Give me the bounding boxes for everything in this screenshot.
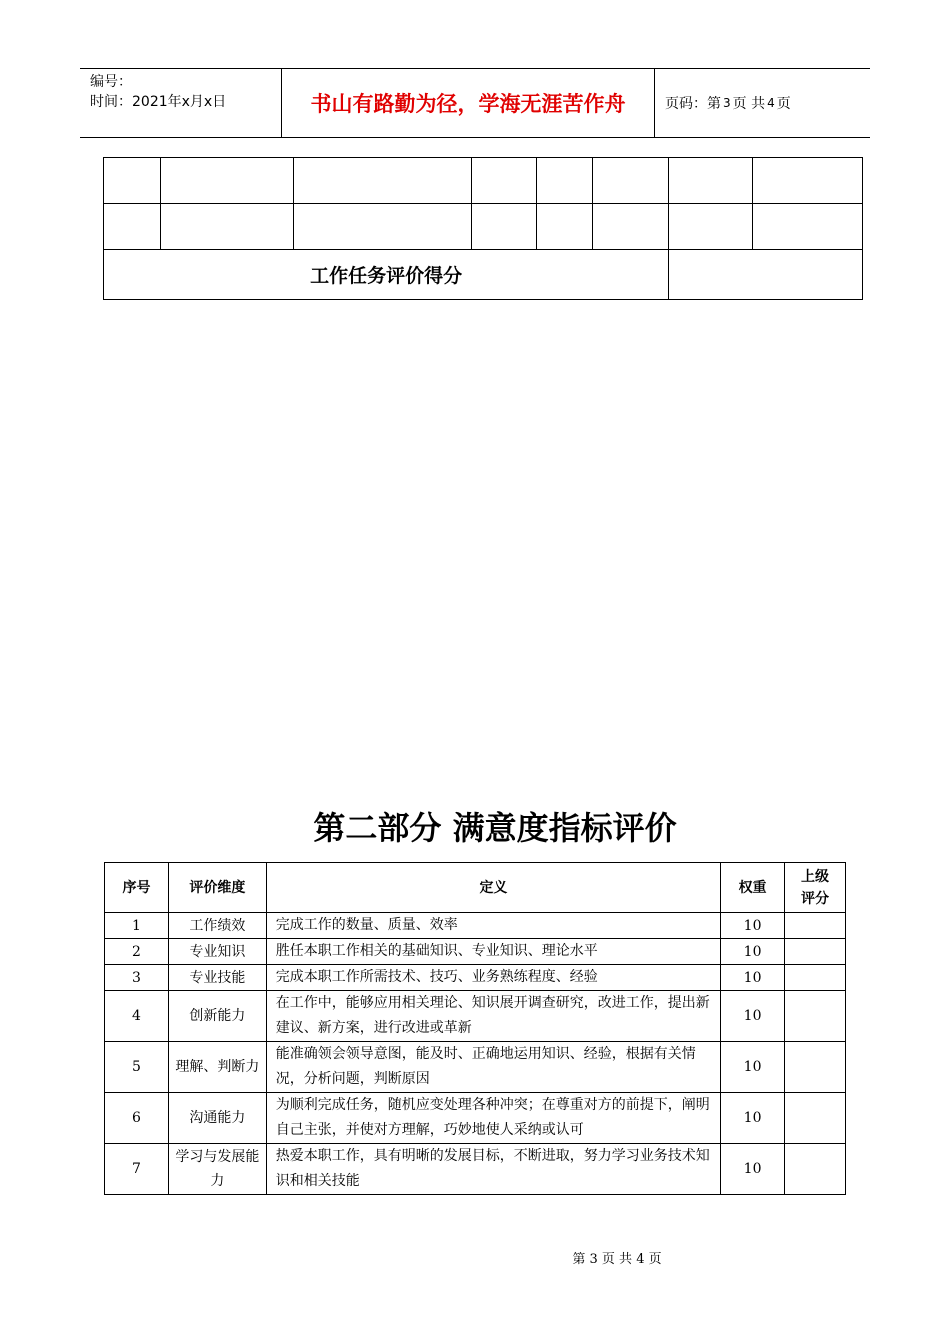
header-meta	[80, 69, 282, 137]
table-row	[105, 991, 846, 1042]
row-score-cell[interactable]	[785, 939, 846, 965]
row-weight: 10	[721, 1144, 785, 1195]
row-weight: 10	[721, 1093, 785, 1144]
page-header	[80, 68, 870, 138]
empty-cell[interactable]	[104, 204, 161, 250]
header-superior-line1: 上级	[801, 868, 830, 885]
row-definition: 能准确领会领导意图，能及时、正确地运用知识、经验，根据有关情况，分析问题，判断原因	[266, 1042, 720, 1093]
header-weight: 权重	[721, 863, 785, 913]
header-page-total: 4	[767, 96, 775, 110]
task-score-value-cell[interactable]	[669, 250, 863, 300]
header-superior-line2: 评分	[801, 890, 830, 907]
row-no: 1	[105, 913, 169, 939]
empty-cell[interactable]	[669, 158, 753, 204]
empty-cell[interactable]	[669, 204, 753, 250]
row-score-cell[interactable]	[785, 1093, 846, 1144]
table-row	[105, 913, 846, 939]
header-page-prefix: 页码：第	[665, 96, 721, 112]
row-no: 3	[105, 965, 169, 991]
header-page-suffix: 页	[776, 96, 791, 112]
row-definition: 胜任本职工作相关的基础知识、专业知识、理论水平	[266, 939, 720, 965]
row-weight: 10	[721, 939, 785, 965]
section-title: 第二部分 满意度指标评价	[313, 809, 677, 847]
row-weight: 10	[721, 965, 785, 991]
header-motto: 书山有路勤为径，学海无涯苦作舟	[282, 69, 655, 137]
header-superior-score	[785, 863, 846, 913]
header-no: 序号	[105, 863, 169, 913]
task-score-label: 工作任务评价得分	[104, 250, 669, 300]
row-no: 4	[105, 991, 169, 1042]
header-page-current: 3	[723, 96, 731, 110]
row-no: 5	[105, 1042, 169, 1093]
row-no: 7	[105, 1144, 169, 1195]
row-dimension: 专业知识	[168, 939, 266, 965]
row-dimension: 专业技能	[168, 965, 266, 991]
header-dimension: 评价维度	[168, 863, 266, 913]
empty-cell[interactable]	[160, 204, 293, 250]
table-row	[105, 965, 846, 991]
empty-cell[interactable]	[293, 204, 471, 250]
row-dimension: 创新能力	[168, 991, 266, 1042]
row-score-cell[interactable]	[785, 913, 846, 939]
table-row	[105, 1042, 846, 1093]
table-row	[104, 204, 863, 250]
empty-cell[interactable]	[537, 204, 593, 250]
table-row-score	[104, 250, 863, 300]
row-dimension: 学习与发展能力	[168, 1144, 266, 1195]
empty-cell[interactable]	[293, 158, 471, 204]
empty-cell[interactable]	[753, 204, 863, 250]
table-row	[104, 158, 863, 204]
row-dimension: 理解、判断力	[168, 1042, 266, 1093]
empty-cell[interactable]	[471, 158, 537, 204]
table-header-row	[105, 863, 846, 913]
page-footer: 第 3 页 共 4 页	[572, 1252, 662, 1267]
row-dimension: 沟通能力	[168, 1093, 266, 1144]
row-definition: 完成本职工作所需技术、技巧、业务熟练程度、经验	[266, 965, 720, 991]
row-weight: 10	[721, 991, 785, 1042]
row-definition: 热爱本职工作，具有明晰的发展目标，不断进取，努力学习业务技术知识和相关技能	[266, 1144, 720, 1195]
empty-cell[interactable]	[753, 158, 863, 204]
task-evaluation-table	[103, 157, 863, 300]
table-row	[105, 1144, 846, 1195]
row-score-cell[interactable]	[785, 1042, 846, 1093]
row-definition: 在工作中，能够应用相关理论、知识展开调查研究，改进工作，提出新建议、新方案，进行改进或革新	[266, 991, 720, 1042]
header-time-label: 时间：2021年x月x日	[90, 94, 227, 110]
row-score-cell[interactable]	[785, 1144, 846, 1195]
empty-cell[interactable]	[537, 158, 593, 204]
header-page-mid: 页 共	[732, 96, 766, 112]
empty-cell[interactable]	[593, 158, 669, 204]
empty-cell[interactable]	[593, 204, 669, 250]
header-definition: 定义	[266, 863, 720, 913]
satisfaction-table	[104, 862, 846, 1195]
empty-cell[interactable]	[104, 158, 161, 204]
row-no: 2	[105, 939, 169, 965]
row-no: 6	[105, 1093, 169, 1144]
row-definition: 完成工作的数量、质量、效率	[266, 913, 720, 939]
header-number-label: 编号：	[90, 74, 132, 90]
empty-cell[interactable]	[160, 158, 293, 204]
row-score-cell[interactable]	[785, 991, 846, 1042]
header-page-info	[655, 69, 870, 137]
row-dimension: 工作绩效	[168, 913, 266, 939]
row-definition: 为顺利完成任务，随机应变处理各种冲突；在尊重对方的前提下，阐明自己主张，并使对方理解，巧妙地使人采纳或认可	[266, 1093, 720, 1144]
empty-cell[interactable]	[471, 204, 537, 250]
row-weight: 10	[721, 913, 785, 939]
table-row	[105, 939, 846, 965]
row-weight: 10	[721, 1042, 785, 1093]
table-row	[105, 1093, 846, 1144]
row-score-cell[interactable]	[785, 965, 846, 991]
